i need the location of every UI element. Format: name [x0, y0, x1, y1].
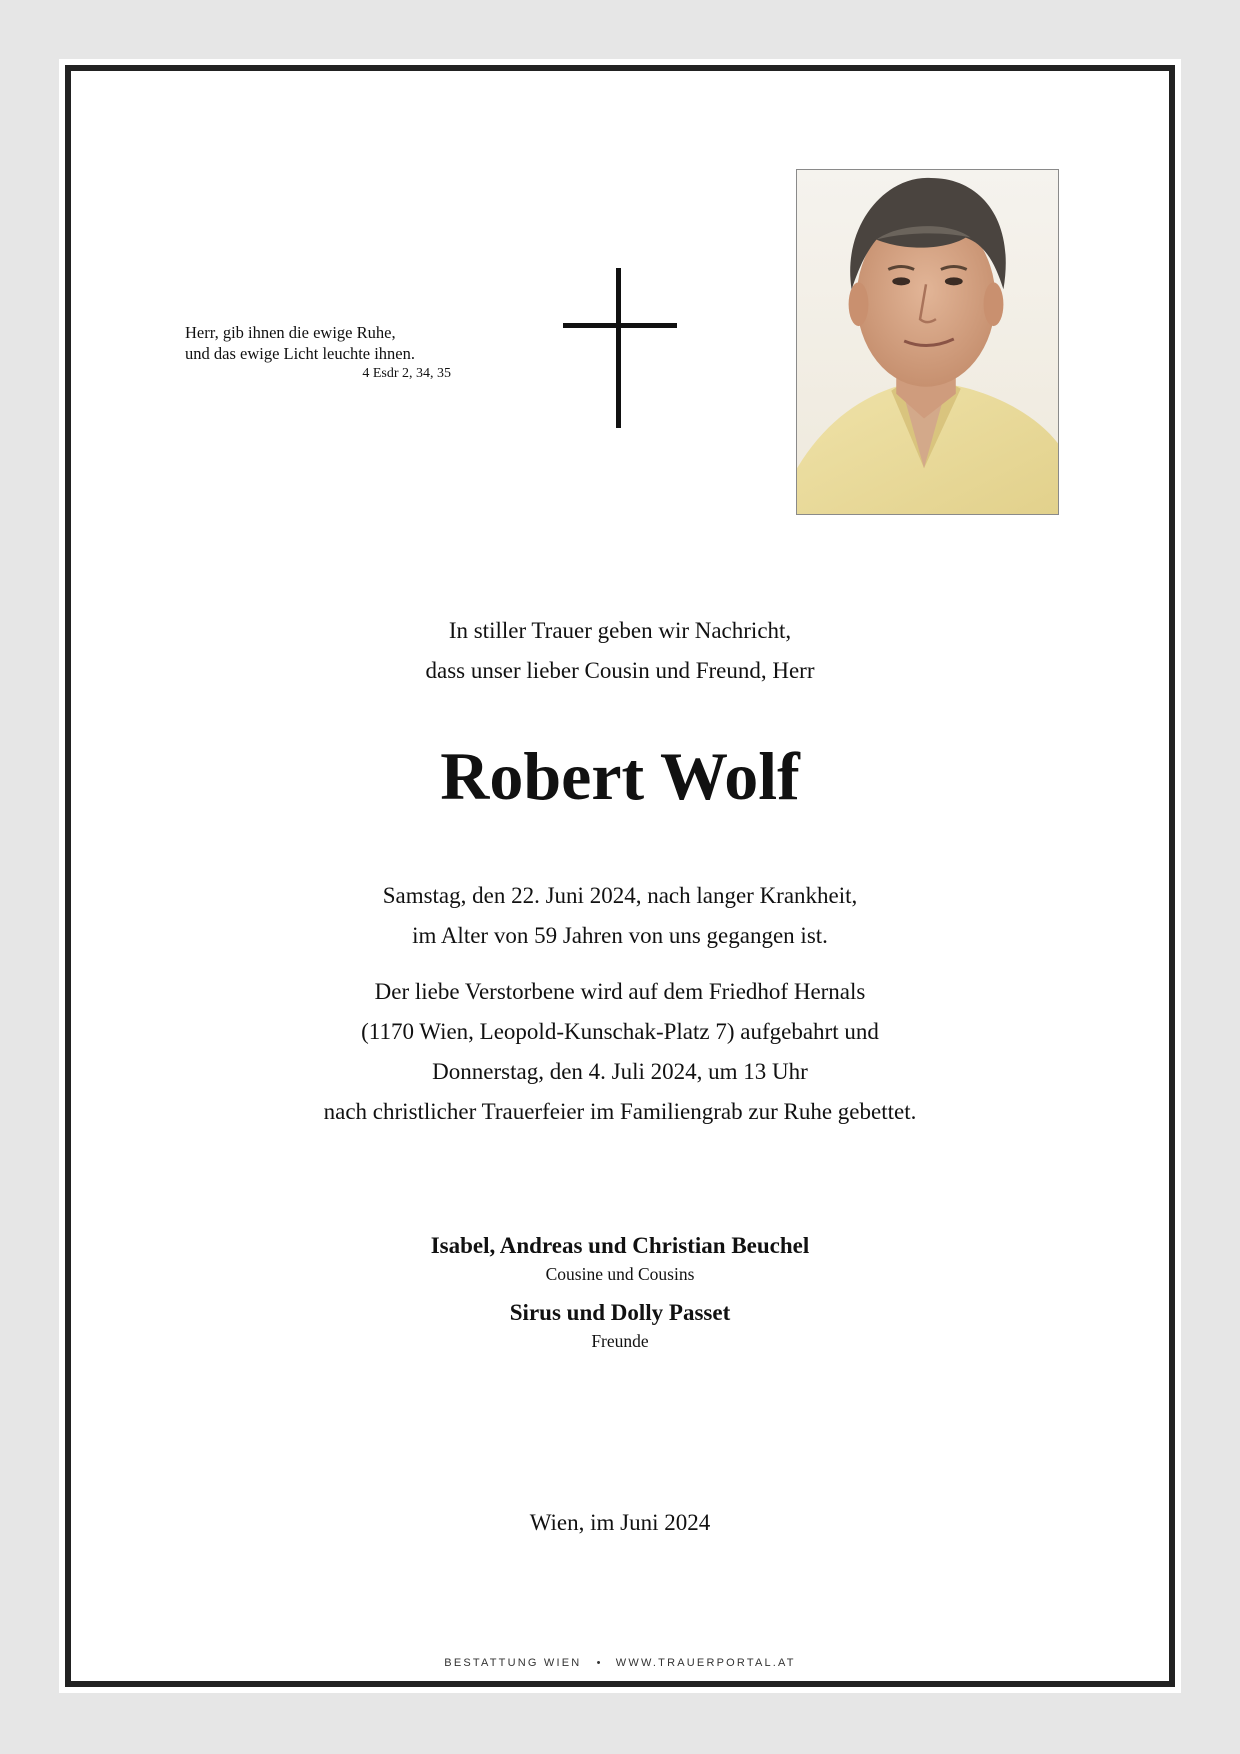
bible-verse [185, 322, 451, 383]
place-date: Wien, im Juni 2024 [529, 1510, 711, 1535]
intro-line-1: In stiller Trauer geben wir Nachricht, [448, 618, 792, 643]
death-line-1: Samstag, den 22. Juni 2024, nach langer Krankheit, [382, 883, 858, 908]
mourner-relation: Cousine und Cousins [545, 1264, 695, 1284]
mourner-group [0, 1230, 1240, 1286]
mourner-names: Isabel, Andreas und Christian Beuchel [430, 1233, 810, 1258]
intro-line-2: dass unser lieber Cousin und Freund, Herr [425, 658, 815, 683]
funeral-details [0, 972, 1240, 1132]
verse-line-2: und das ewige Licht leuchte ihnen. [185, 344, 416, 363]
funeral-line-4: nach christlicher Trauerfeier im Familiengrab zur Ruhe gebettet. [323, 1099, 917, 1124]
mourner-relation: Freunde [591, 1331, 649, 1351]
deceased-name: Robert Wolf [440, 738, 800, 814]
death-notice [0, 876, 1240, 956]
footer-company: BESTATTUNG WIEN [444, 1657, 582, 1669]
cross-icon [563, 268, 677, 428]
verse-reference: 4 Esdr 2, 34, 35 [362, 366, 451, 381]
mourner-names: Sirus und Dolly Passet [509, 1300, 731, 1325]
funeral-line-2: (1170 Wien, Leopold-Kunschak-Platz 7) aufgebahrt und [361, 1019, 879, 1044]
footer [0, 1657, 1240, 1669]
funeral-line-1: Der liebe Verstorbene wird auf dem Friedhof Hernals [374, 979, 866, 1004]
portrait-illustration [797, 170, 1058, 514]
funeral-line-3: Donnerstag, den 4. Juli 2024, um 13 Uhr [432, 1059, 808, 1084]
mourner-group [0, 1297, 1240, 1353]
footer-separator: • [596, 1657, 601, 1669]
verse-line-1: Herr, gib ihnen die ewige Ruhe, [185, 323, 396, 342]
death-line-2: im Alter von 59 Jahren von uns gegangen ist. [412, 923, 828, 948]
footer-website: WWW.TRAUERPORTAL.AT [615, 1657, 796, 1669]
intro-text [0, 611, 1240, 691]
portrait-photo [796, 169, 1059, 515]
